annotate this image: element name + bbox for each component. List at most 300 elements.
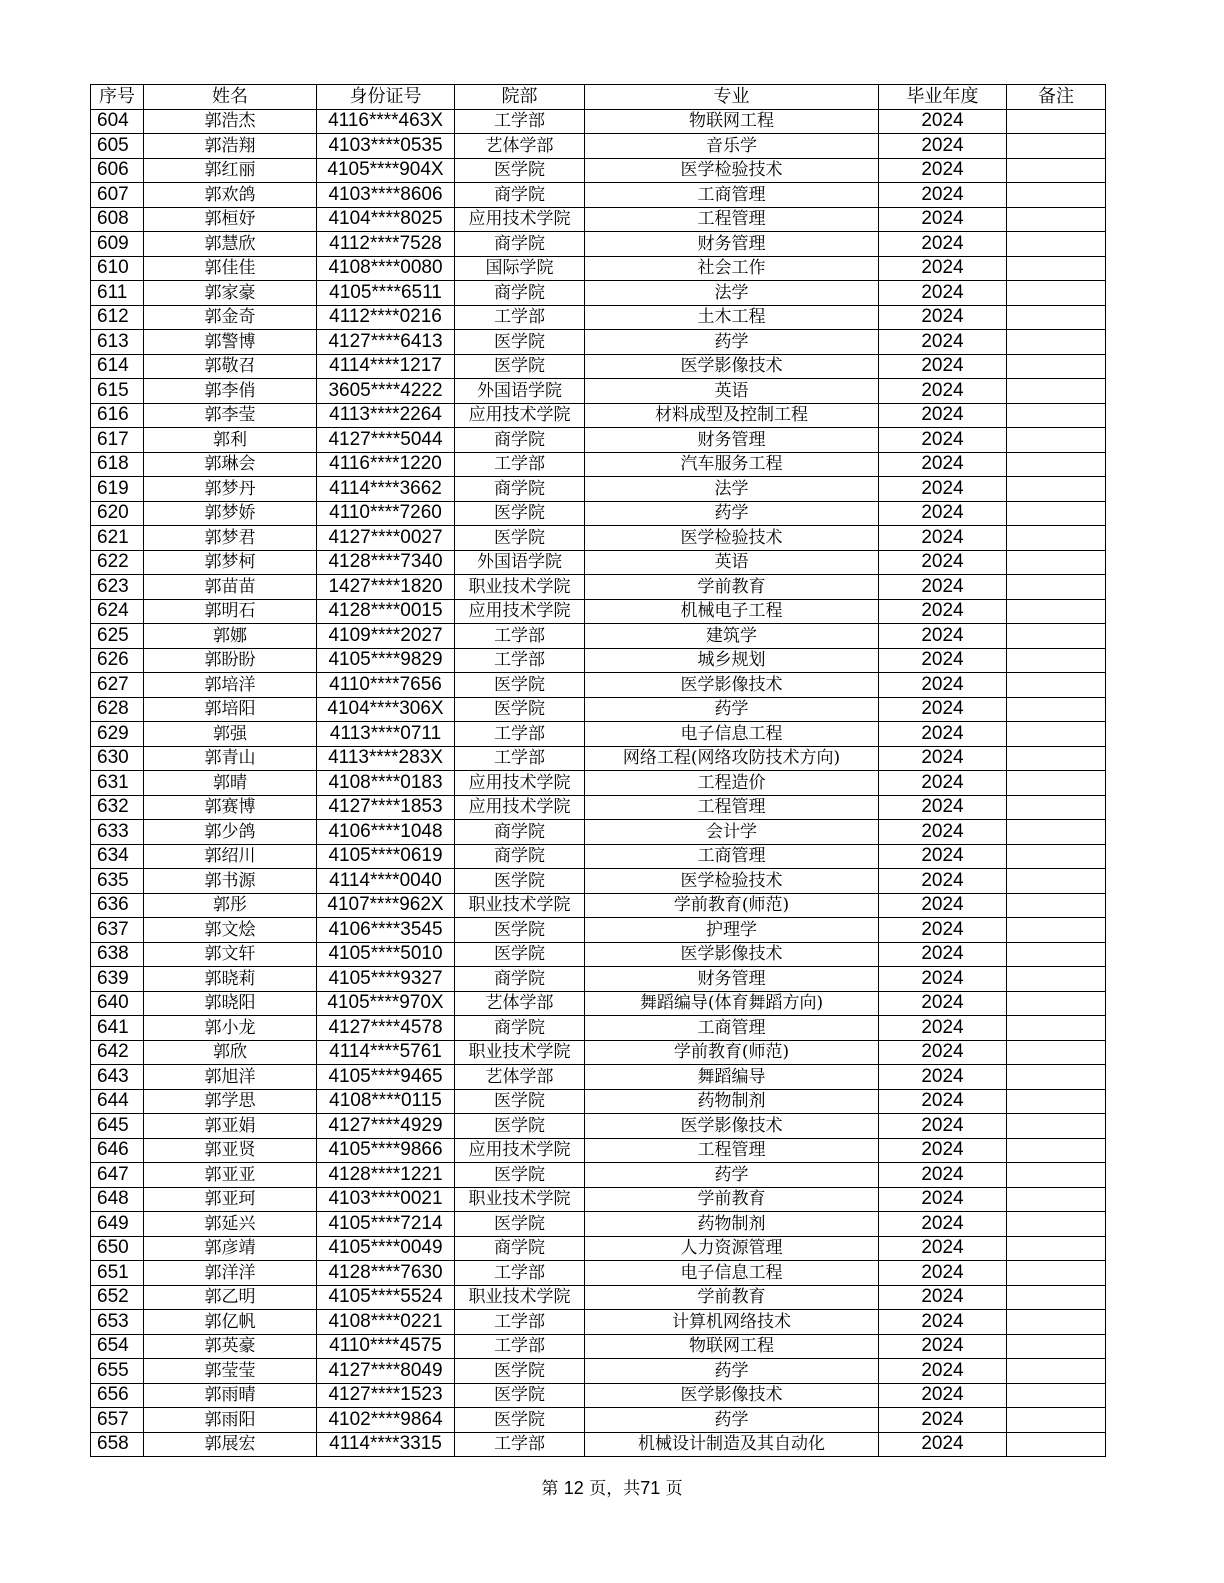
cell-seq: 646 [91, 1138, 144, 1163]
cell-year: 2024 [879, 1432, 1007, 1457]
cell-year: 2024 [879, 1089, 1007, 1114]
cell-id: 4103****0535 [317, 134, 455, 159]
table-row [91, 1310, 1106, 1335]
cell-name: 郭彤 [144, 893, 317, 918]
cell-remark [1007, 1016, 1106, 1041]
cell-seq: 616 [91, 403, 144, 428]
cell-name: 郭培阳 [144, 697, 317, 722]
cell-name: 郭佳佳 [144, 256, 317, 281]
cell-dept: 应用技术学院 [455, 599, 585, 624]
table-row [91, 1261, 1106, 1286]
cell-name: 郭慧欣 [144, 232, 317, 257]
cell-major: 物联网工程 [585, 109, 879, 134]
cell-remark [1007, 844, 1106, 869]
cell-name: 郭亚娟 [144, 1114, 317, 1139]
cell-year: 2024 [879, 1359, 1007, 1384]
cell-year: 2024 [879, 1383, 1007, 1408]
cell-seq: 647 [91, 1163, 144, 1188]
cell-seq: 610 [91, 256, 144, 281]
cell-seq: 654 [91, 1334, 144, 1359]
table-row [91, 820, 1106, 845]
cell-major: 工程管理 [585, 795, 879, 820]
cell-dept: 商学院 [455, 967, 585, 992]
cell-name: 郭晴 [144, 771, 317, 796]
table-row [91, 501, 1106, 526]
table-row [91, 550, 1106, 575]
cell-year: 2024 [879, 1163, 1007, 1188]
cell-name: 郭亚贤 [144, 1138, 317, 1163]
cell-id: 4105****5010 [317, 942, 455, 967]
cell-major: 汽车服务工程 [585, 452, 879, 477]
cell-id: 4113****283X [317, 746, 455, 771]
cell-id: 4114****0040 [317, 869, 455, 894]
cell-remark [1007, 991, 1106, 1016]
table-row [91, 477, 1106, 502]
cell-year: 2024 [879, 820, 1007, 845]
cell-seq: 623 [91, 575, 144, 600]
cell-seq: 617 [91, 428, 144, 453]
cell-year: 2024 [879, 452, 1007, 477]
cell-id: 4105****0619 [317, 844, 455, 869]
cell-name: 郭明石 [144, 599, 317, 624]
cell-year: 2024 [879, 256, 1007, 281]
cell-seq: 627 [91, 673, 144, 698]
cell-name: 郭小龙 [144, 1016, 317, 1041]
cell-seq: 622 [91, 550, 144, 575]
cell-dept: 医学院 [455, 673, 585, 698]
cell-year: 2024 [879, 697, 1007, 722]
cell-name: 郭莹莹 [144, 1359, 317, 1384]
header-name: 姓名 [144, 85, 317, 110]
cell-dept: 工学部 [455, 624, 585, 649]
cell-major: 医学检验技术 [585, 158, 879, 183]
cell-dept: 医学院 [455, 1212, 585, 1237]
cell-year: 2024 [879, 428, 1007, 453]
footer-page-number: 12 [563, 1478, 584, 1498]
cell-year: 2024 [879, 305, 1007, 330]
cell-remark [1007, 869, 1106, 894]
cell-remark [1007, 354, 1106, 379]
cell-remark [1007, 281, 1106, 306]
cell-remark [1007, 624, 1106, 649]
cell-id: 4114****3315 [317, 1432, 455, 1457]
cell-remark [1007, 1040, 1106, 1065]
table-row [91, 1040, 1106, 1065]
cell-major: 药学 [585, 330, 879, 355]
cell-id: 4106****1048 [317, 820, 455, 845]
cell-name: 郭雨晴 [144, 1383, 317, 1408]
table-row [91, 1212, 1106, 1237]
cell-seq: 615 [91, 379, 144, 404]
footer-prefix: 第 [541, 1479, 559, 1499]
cell-id: 4127****8049 [317, 1359, 455, 1384]
cell-seq: 608 [91, 207, 144, 232]
cell-year: 2024 [879, 526, 1007, 551]
cell-seq: 642 [91, 1040, 144, 1065]
cell-name: 郭梦君 [144, 526, 317, 551]
cell-seq: 629 [91, 722, 144, 747]
cell-id: 4103****8606 [317, 183, 455, 208]
cell-name: 郭晓莉 [144, 967, 317, 992]
cell-dept: 国际学院 [455, 256, 585, 281]
cell-dept: 艺体学部 [455, 991, 585, 1016]
cell-remark [1007, 599, 1106, 624]
cell-id: 4105****9866 [317, 1138, 455, 1163]
cell-remark [1007, 1261, 1106, 1286]
cell-major: 法学 [585, 281, 879, 306]
cell-dept: 工学部 [455, 648, 585, 673]
cell-major: 学前教育 [585, 1285, 879, 1310]
cell-major: 医学检验技术 [585, 526, 879, 551]
cell-name: 郭绍川 [144, 844, 317, 869]
table-row [91, 452, 1106, 477]
cell-id: 4108****0221 [317, 1310, 455, 1335]
cell-dept: 工学部 [455, 305, 585, 330]
cell-dept: 应用技术学院 [455, 207, 585, 232]
cell-seq: 648 [91, 1187, 144, 1212]
table-row [91, 183, 1106, 208]
table-row [91, 624, 1106, 649]
cell-remark [1007, 1089, 1106, 1114]
cell-year: 2024 [879, 893, 1007, 918]
cell-major: 城乡规划 [585, 648, 879, 673]
cell-id: 4113****2264 [317, 403, 455, 428]
cell-id: 4112****7528 [317, 232, 455, 257]
cell-remark [1007, 697, 1106, 722]
cell-major: 音乐学 [585, 134, 879, 159]
cell-major: 药学 [585, 1408, 879, 1433]
cell-name: 郭梦柯 [144, 550, 317, 575]
cell-major: 医学影像技术 [585, 1383, 879, 1408]
cell-dept: 职业技术学院 [455, 893, 585, 918]
table-row [91, 207, 1106, 232]
cell-name: 郭文轩 [144, 942, 317, 967]
cell-name: 郭英豪 [144, 1334, 317, 1359]
table-row [91, 109, 1106, 134]
cell-major: 机械电子工程 [585, 599, 879, 624]
cell-dept: 医学院 [455, 330, 585, 355]
cell-year: 2024 [879, 1212, 1007, 1237]
cell-major: 工商管理 [585, 844, 879, 869]
cell-name: 郭文烩 [144, 918, 317, 943]
cell-name: 郭旭洋 [144, 1065, 317, 1090]
cell-remark [1007, 942, 1106, 967]
cell-dept: 商学院 [455, 281, 585, 306]
cell-id: 4110****4575 [317, 1334, 455, 1359]
cell-major: 舞蹈编导 [585, 1065, 879, 1090]
table-row [91, 575, 1106, 600]
cell-major: 医学影像技术 [585, 354, 879, 379]
cell-id: 4113****0711 [317, 722, 455, 747]
cell-id: 4105****904X [317, 158, 455, 183]
cell-major: 学前教育 [585, 575, 879, 600]
cell-year: 2024 [879, 281, 1007, 306]
table-row [91, 722, 1106, 747]
table-row [91, 1138, 1106, 1163]
cell-id: 4105****9465 [317, 1065, 455, 1090]
cell-name: 郭彦靖 [144, 1236, 317, 1261]
cell-seq: 612 [91, 305, 144, 330]
cell-name: 郭亿帆 [144, 1310, 317, 1335]
cell-remark [1007, 1236, 1106, 1261]
cell-seq: 641 [91, 1016, 144, 1041]
cell-major: 物联网工程 [585, 1334, 879, 1359]
cell-remark [1007, 452, 1106, 477]
cell-name: 郭亚亚 [144, 1163, 317, 1188]
cell-remark [1007, 967, 1106, 992]
cell-dept: 工学部 [455, 452, 585, 477]
header-dept: 院部 [455, 85, 585, 110]
cell-year: 2024 [879, 648, 1007, 673]
cell-major: 建筑学 [585, 624, 879, 649]
cell-id: 4127****5044 [317, 428, 455, 453]
header-id: 身份证号 [317, 85, 455, 110]
cell-major: 英语 [585, 550, 879, 575]
cell-major: 社会工作 [585, 256, 879, 281]
cell-remark [1007, 207, 1106, 232]
cell-remark [1007, 550, 1106, 575]
cell-major: 财务管理 [585, 232, 879, 257]
cell-id: 4127****1853 [317, 795, 455, 820]
cell-seq: 638 [91, 942, 144, 967]
cell-dept: 医学院 [455, 158, 585, 183]
cell-name: 郭展宏 [144, 1432, 317, 1457]
cell-id: 4108****0183 [317, 771, 455, 796]
cell-id: 4128****7630 [317, 1261, 455, 1286]
cell-seq: 640 [91, 991, 144, 1016]
cell-name: 郭浩翔 [144, 134, 317, 159]
cell-id: 4107****962X [317, 893, 455, 918]
page-footer [0, 1474, 1224, 1499]
cell-dept: 商学院 [455, 820, 585, 845]
cell-major: 工程造价 [585, 771, 879, 796]
cell-dept: 艺体学部 [455, 134, 585, 159]
cell-dept: 应用技术学院 [455, 771, 585, 796]
cell-year: 2024 [879, 967, 1007, 992]
cell-seq: 614 [91, 354, 144, 379]
cell-name: 郭雨阳 [144, 1408, 317, 1433]
cell-major: 药学 [585, 501, 879, 526]
cell-seq: 637 [91, 918, 144, 943]
cell-remark [1007, 501, 1106, 526]
cell-name: 郭学思 [144, 1089, 317, 1114]
cell-seq: 636 [91, 893, 144, 918]
cell-dept: 医学院 [455, 1114, 585, 1139]
cell-major: 电子信息工程 [585, 1261, 879, 1286]
cell-dept: 工学部 [455, 1432, 585, 1457]
cell-year: 2024 [879, 1334, 1007, 1359]
table-row [91, 1383, 1106, 1408]
cell-remark [1007, 1334, 1106, 1359]
cell-major: 法学 [585, 477, 879, 502]
cell-remark [1007, 403, 1106, 428]
cell-dept: 医学院 [455, 354, 585, 379]
table-row [91, 746, 1106, 771]
cell-year: 2024 [879, 1236, 1007, 1261]
cell-dept: 医学院 [455, 697, 585, 722]
cell-major: 医学影像技术 [585, 673, 879, 698]
cell-dept: 工学部 [455, 1310, 585, 1335]
cell-dept: 医学院 [455, 942, 585, 967]
cell-year: 2024 [879, 746, 1007, 771]
table-row [91, 1089, 1106, 1114]
cell-dept: 职业技术学院 [455, 1285, 585, 1310]
cell-year: 2024 [879, 1016, 1007, 1041]
cell-remark [1007, 134, 1106, 159]
table-row [91, 281, 1106, 306]
cell-dept: 医学院 [455, 1408, 585, 1433]
cell-dept: 商学院 [455, 232, 585, 257]
cell-id: 4116****463X [317, 109, 455, 134]
cell-major: 药物制剂 [585, 1212, 879, 1237]
cell-name: 郭娜 [144, 624, 317, 649]
cell-name: 郭警博 [144, 330, 317, 355]
cell-remark [1007, 893, 1106, 918]
cell-year: 2024 [879, 918, 1007, 943]
cell-name: 郭浩杰 [144, 109, 317, 134]
cell-year: 2024 [879, 771, 1007, 796]
cell-major: 财务管理 [585, 428, 879, 453]
cell-major: 药学 [585, 697, 879, 722]
cell-remark [1007, 575, 1106, 600]
footer-total-pages: 71 [640, 1478, 661, 1498]
cell-name: 郭梦丹 [144, 477, 317, 502]
cell-major: 工商管理 [585, 183, 879, 208]
cell-dept: 工学部 [455, 1261, 585, 1286]
cell-seq: 633 [91, 820, 144, 845]
table-row [91, 305, 1106, 330]
cell-remark [1007, 1408, 1106, 1433]
cell-remark [1007, 232, 1106, 257]
cell-seq: 645 [91, 1114, 144, 1139]
cell-seq: 605 [91, 134, 144, 159]
table-row [91, 1359, 1106, 1384]
cell-dept: 工学部 [455, 109, 585, 134]
cell-major: 人力资源管理 [585, 1236, 879, 1261]
cell-year: 2024 [879, 722, 1007, 747]
cell-seq: 621 [91, 526, 144, 551]
cell-major: 学前教育(师范) [585, 893, 879, 918]
cell-dept: 艺体学部 [455, 1065, 585, 1090]
cell-id: 1427****1820 [317, 575, 455, 600]
cell-id: 4112****0216 [317, 305, 455, 330]
footer-suffix: 页 [665, 1479, 683, 1499]
cell-id: 4105****5524 [317, 1285, 455, 1310]
cell-year: 2024 [879, 673, 1007, 698]
cell-remark [1007, 1065, 1106, 1090]
header-year: 毕业年度 [879, 85, 1007, 110]
cell-id: 4114****3662 [317, 477, 455, 502]
cell-id: 4104****306X [317, 697, 455, 722]
cell-dept: 应用技术学院 [455, 403, 585, 428]
cell-dept: 商学院 [455, 477, 585, 502]
cell-name: 郭苗苗 [144, 575, 317, 600]
cell-year: 2024 [879, 354, 1007, 379]
cell-seq: 628 [91, 697, 144, 722]
cell-dept: 应用技术学院 [455, 1138, 585, 1163]
cell-year: 2024 [879, 1408, 1007, 1433]
cell-year: 2024 [879, 844, 1007, 869]
cell-id: 4110****7656 [317, 673, 455, 698]
cell-name: 郭书源 [144, 869, 317, 894]
table-row [91, 158, 1106, 183]
cell-major: 工商管理 [585, 1016, 879, 1041]
cell-name: 郭乙明 [144, 1285, 317, 1310]
cell-id: 4108****0115 [317, 1089, 455, 1114]
cell-major: 药学 [585, 1359, 879, 1384]
cell-name: 郭欢鸽 [144, 183, 317, 208]
cell-id: 4128****1221 [317, 1163, 455, 1188]
table-row [91, 134, 1106, 159]
cell-dept: 商学院 [455, 428, 585, 453]
table-row [91, 1065, 1106, 1090]
cell-id: 4105****9829 [317, 648, 455, 673]
cell-year: 2024 [879, 1261, 1007, 1286]
cell-seq: 630 [91, 746, 144, 771]
cell-year: 2024 [879, 795, 1007, 820]
table-row [91, 1187, 1106, 1212]
cell-name: 郭盼盼 [144, 648, 317, 673]
cell-id: 4103****0021 [317, 1187, 455, 1212]
cell-id: 4105****0049 [317, 1236, 455, 1261]
cell-id: 4128****7340 [317, 550, 455, 575]
cell-year: 2024 [879, 869, 1007, 894]
cell-remark [1007, 1310, 1106, 1335]
cell-name: 郭亚珂 [144, 1187, 317, 1212]
cell-year: 2024 [879, 599, 1007, 624]
table-row [91, 991, 1106, 1016]
cell-year: 2024 [879, 550, 1007, 575]
table-row [91, 379, 1106, 404]
table-row [91, 869, 1106, 894]
cell-year: 2024 [879, 1285, 1007, 1310]
table-row [91, 771, 1106, 796]
cell-major: 学前教育 [585, 1187, 879, 1212]
cell-seq: 655 [91, 1359, 144, 1384]
cell-remark [1007, 1285, 1106, 1310]
cell-seq: 649 [91, 1212, 144, 1237]
cell-seq: 607 [91, 183, 144, 208]
cell-seq: 618 [91, 452, 144, 477]
cell-id: 4106****3545 [317, 918, 455, 943]
cell-dept: 职业技术学院 [455, 1040, 585, 1065]
cell-seq: 604 [91, 109, 144, 134]
table-row [91, 526, 1106, 551]
cell-remark [1007, 477, 1106, 502]
table-row [91, 967, 1106, 992]
cell-major: 网络工程(网络攻防技术方向) [585, 746, 879, 771]
cell-id: 4109****2027 [317, 624, 455, 649]
table-row [91, 428, 1106, 453]
cell-major: 药物制剂 [585, 1089, 879, 1114]
cell-name: 郭红丽 [144, 158, 317, 183]
cell-seq: 624 [91, 599, 144, 624]
cell-remark [1007, 1114, 1106, 1139]
cell-id: 4114****5761 [317, 1040, 455, 1065]
cell-major: 土木工程 [585, 305, 879, 330]
table-row [91, 232, 1106, 257]
cell-name: 郭梦娇 [144, 501, 317, 526]
cell-seq: 658 [91, 1432, 144, 1457]
cell-remark [1007, 305, 1106, 330]
cell-remark [1007, 1187, 1106, 1212]
cell-dept: 医学院 [455, 526, 585, 551]
cell-year: 2024 [879, 1310, 1007, 1335]
cell-dept: 商学院 [455, 1236, 585, 1261]
table-row [91, 844, 1106, 869]
cell-remark [1007, 330, 1106, 355]
cell-dept: 医学院 [455, 501, 585, 526]
